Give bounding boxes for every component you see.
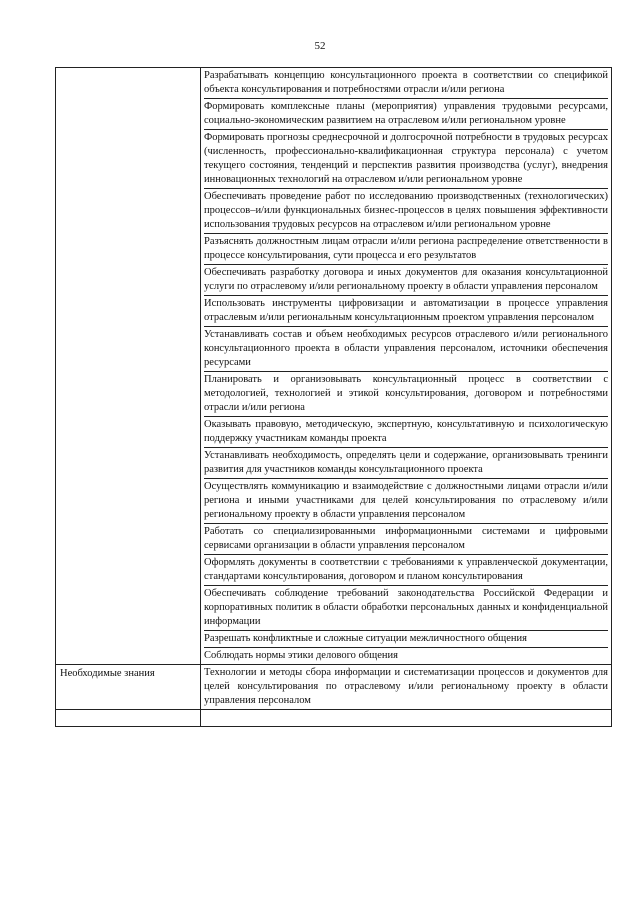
action-item: Соблюдать нормы этики делового общения bbox=[204, 650, 398, 661]
continuation-row bbox=[56, 710, 612, 727]
knowledge-item: Технологии и методы сбора информации и систематизации процессов и документов для целей консультирования по отраслевому и/или региональному проекту в области управления персоналом bbox=[204, 667, 608, 706]
action-item: Формировать комплексные планы (мероприятия) управления трудовыми ресурсами, социально-экономическим развитием на отраслевом и/или региональном уровне bbox=[204, 99, 608, 130]
action-item: Формировать прогнозы среднесрочной и долгосрочной потребности в трудовых ресурсах (численность, профессионально-квалификационная структура персонала) с учетом текущего состояния, тенденций и перспектив развития производства (услуг), внедрения инновационных технологий на отраслевом и/или региональном уровне bbox=[204, 130, 608, 189]
skills-label-cell bbox=[56, 68, 201, 665]
action-item: Разрешать конфликтные и сложные ситуации межличностного общения bbox=[204, 631, 608, 648]
action-item: Оформлять документы в соответствии с требованиями к управленческой документации, стандартами консультирования, договором и планом консультирования bbox=[204, 555, 608, 586]
action-item: Обеспечивать проведение работ по исследованию производственных (технологических) процессов–и/или функциональных бизнес-процессов в целях повышения эффективности использования трудовых ресурсов на отраслевом и/или региональном уровне bbox=[204, 189, 608, 234]
continuation-content-cell bbox=[201, 710, 612, 727]
action-item: Разъяснять должностным лицам отрасли и/или региона распределение ответственности в процессе консультирования, сути процесса и его результатов bbox=[204, 234, 608, 265]
action-item: Устанавливать состав и объем необходимых ресурсов отраслевого и/или регионального консультационного проекта в области управления персоналом, источники обеспечения ресурсами bbox=[204, 327, 608, 372]
continuation-label-cell bbox=[56, 710, 201, 727]
action-item: Обеспечивать соблюдение требований законодательства Российской Федерации и корпоративных политик в области обработки персональных данных и конфиденциальной информации bbox=[204, 586, 608, 631]
knowledge-content-cell bbox=[201, 665, 612, 710]
competency-table bbox=[55, 67, 612, 727]
action-item: Обеспечивать разработку договора и иных документов для оказания консультационной услуги по отраслевому и/или региональному проекту в области управления персоналом bbox=[204, 265, 608, 296]
action-item: Оказывать правовую, методическую, экспертную, консультативную и психологическую поддержку участникам команды проекта bbox=[204, 417, 608, 448]
skills-content-cell bbox=[201, 68, 612, 665]
knowledge-row bbox=[56, 665, 612, 710]
action-item: Планировать и организовывать консультационный процесс в соответствии с методологией, технологией и этикой консультирования, договором и потребностями отрасли и/или региона bbox=[204, 372, 608, 417]
action-item: Осуществлять коммуникацию и взаимодействие с должностными лицами отрасли и/или региона и иными участниками для целей консультирования по отраслевому и/или региональному проекту в области управления персоналом bbox=[204, 479, 608, 524]
action-item: Работать со специализированными информационными системами и цифровыми сервисами организации в области управления персоналом bbox=[204, 524, 608, 555]
skills-row bbox=[56, 68, 612, 665]
action-item: Устанавливать необходимость, определять цели и содержание, организовывать тренинги развития для участников команды консультационного проекта bbox=[204, 448, 608, 479]
action-item: Разрабатывать концепцию консультационного проекта в соответствии со спецификой объекта консультирования и потребностями отрасли и/или региона bbox=[204, 68, 608, 99]
knowledge-label: Необходимые знания bbox=[56, 665, 201, 710]
action-item: Использовать инструменты цифровизации и автоматизации в процессе управления отраслевым и/или региональным консультационным проектом управления персоналом bbox=[204, 296, 608, 327]
page-number: 52 bbox=[314, 40, 326, 52]
